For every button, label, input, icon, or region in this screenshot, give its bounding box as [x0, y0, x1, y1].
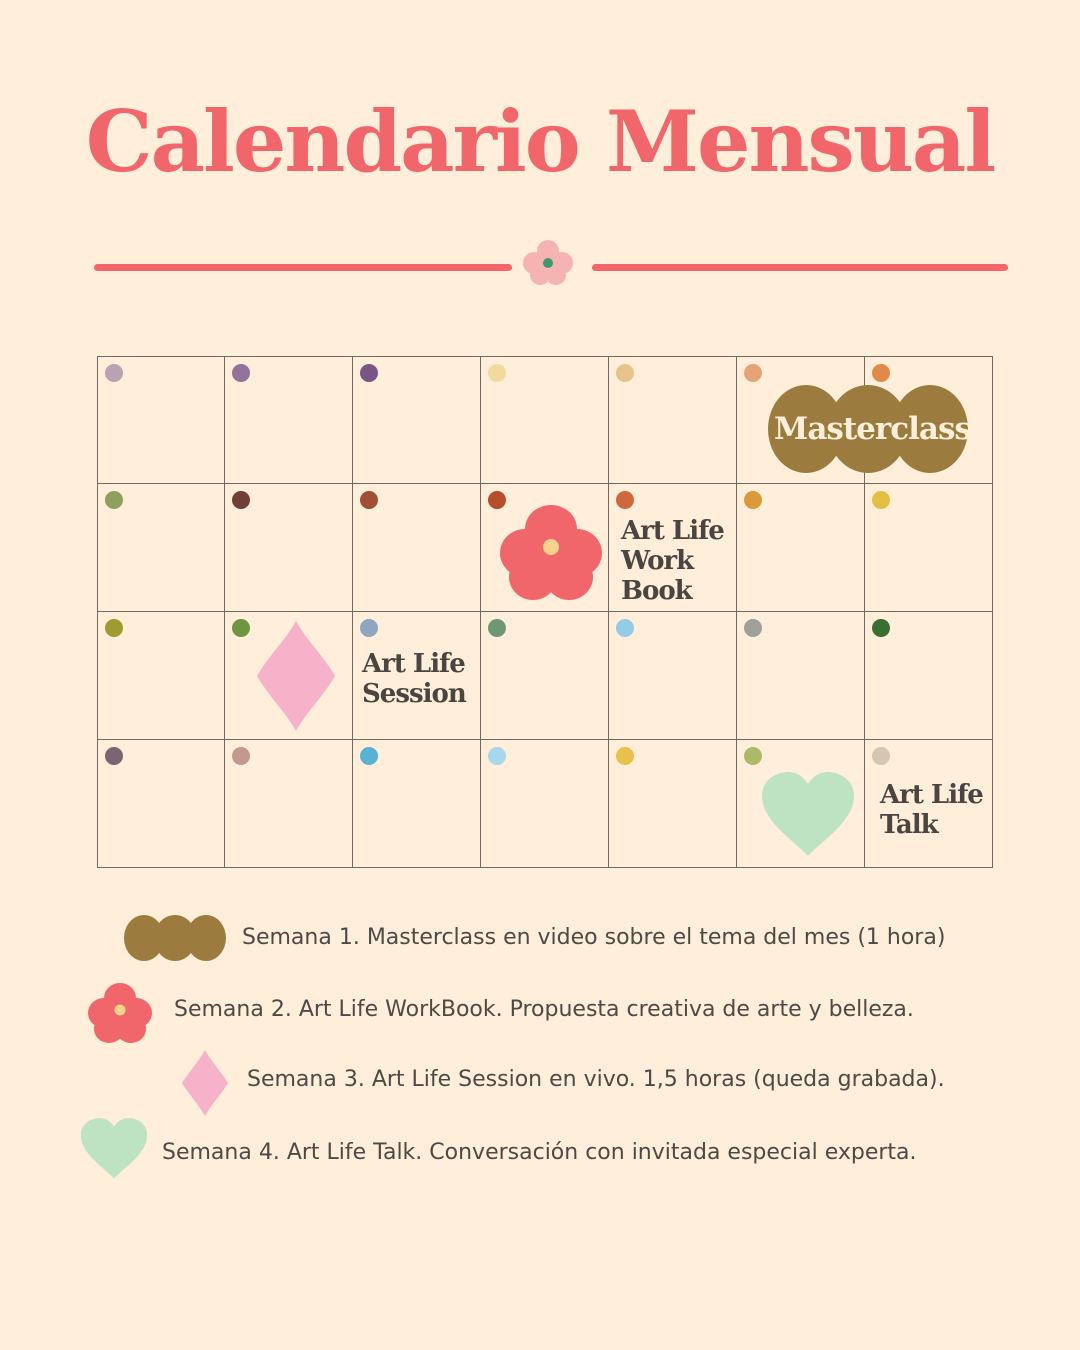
calendar-day-cell — [737, 484, 865, 612]
day-dot — [360, 491, 378, 509]
flower-icon — [88, 982, 152, 1044]
workbook-label-line1: Art Life — [621, 516, 724, 546]
diamond-icon — [255, 618, 337, 734]
calendar-day-cell — [225, 484, 353, 612]
legend-week-2: Semana 2. Art Life WorkBook. Propuesta creativa de arte y belleza. — [174, 997, 914, 1022]
calendar-day-cell — [353, 740, 481, 868]
day-dot — [488, 364, 506, 382]
calendar-day-cell — [481, 740, 609, 868]
day-dot — [872, 364, 890, 382]
title-divider-left — [94, 264, 512, 271]
masterclass-blob-icon — [124, 915, 226, 961]
day-dot — [105, 364, 123, 382]
day-dot — [744, 619, 762, 637]
day-dot — [872, 747, 890, 765]
calendar-day-cell — [353, 484, 481, 612]
day-dot — [616, 491, 634, 509]
day-dot — [616, 364, 634, 382]
heart-icon — [760, 772, 856, 858]
session-label-line1: Art Life — [362, 649, 465, 679]
calendar-day-cell — [97, 356, 225, 484]
talk-label-line2: Talk — [880, 810, 938, 840]
calendar-day-cell — [353, 356, 481, 484]
day-dot — [232, 747, 250, 765]
day-dot — [232, 491, 250, 509]
day-dot — [616, 747, 634, 765]
day-dot — [360, 619, 378, 637]
calendar-day-cell — [97, 612, 225, 740]
title-divider-right — [592, 264, 1008, 271]
calendar-day-cell — [609, 356, 737, 484]
day-dot — [105, 747, 123, 765]
calendar-day-cell — [609, 612, 737, 740]
calendar-day-cell — [865, 484, 993, 612]
calendar-day-cell — [97, 484, 225, 612]
masterclass-label: Masterclass — [774, 411, 971, 447]
day-dot — [744, 364, 762, 382]
talk-label-line1: Art Life — [880, 780, 983, 810]
day-dot — [744, 747, 762, 765]
day-dot — [105, 619, 123, 637]
calendar-day-cell — [609, 740, 737, 868]
calendar-day-cell — [865, 612, 993, 740]
session-label-line2: Session — [362, 679, 466, 709]
legend-week-4: Semana 4. Art Life Talk. Conversación con invitada especial experta. — [162, 1140, 917, 1165]
day-dot — [872, 619, 890, 637]
calendar-day-cell — [225, 740, 353, 868]
calendar-day-cell — [481, 612, 609, 740]
day-dot — [744, 491, 762, 509]
day-dot — [105, 491, 123, 509]
heart-icon — [79, 1118, 149, 1180]
diamond-icon — [180, 1048, 230, 1118]
day-dot — [232, 619, 250, 637]
day-dot — [872, 491, 890, 509]
flower-divider-icon — [520, 238, 576, 288]
calendar-day-cell — [481, 356, 609, 484]
legend-week-1: Semana 1. Masterclass en video sobre el tema del mes (1 hora) — [242, 925, 946, 950]
calendar-day-cell — [225, 356, 353, 484]
calendar-day-cell — [97, 740, 225, 868]
day-dot — [616, 619, 634, 637]
flower-icon — [500, 503, 602, 601]
day-dot — [232, 364, 250, 382]
page-title: Calendario Mensual — [85, 92, 995, 191]
workbook-label-line2: Work — [621, 546, 694, 576]
day-dot — [488, 747, 506, 765]
workbook-label-line3: Book — [621, 576, 692, 606]
calendar-day-cell — [737, 612, 865, 740]
day-dot — [488, 619, 506, 637]
day-dot — [360, 364, 378, 382]
day-dot — [360, 747, 378, 765]
legend-week-3: Semana 3. Art Life Session en vivo. 1,5 horas (queda grabada). — [247, 1067, 945, 1092]
